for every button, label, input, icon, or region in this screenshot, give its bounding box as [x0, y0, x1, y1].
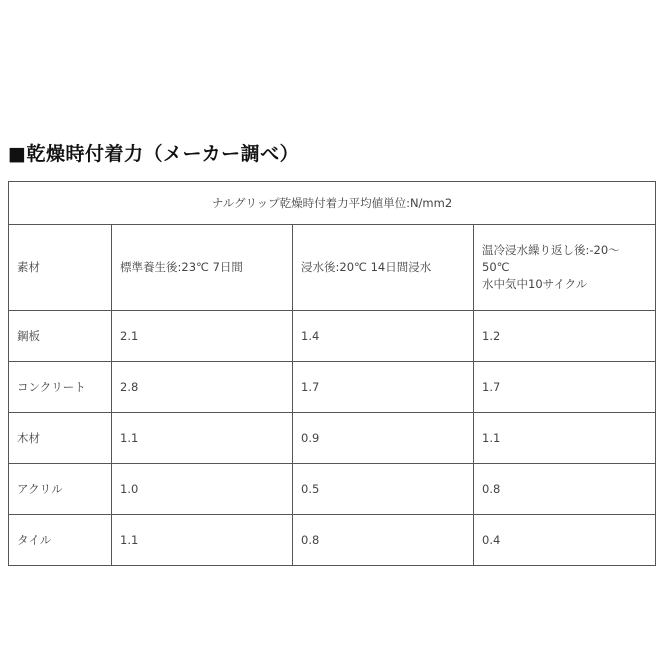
cell-value: 1.2 [474, 311, 656, 362]
header-thermal-cycle-line: 水中気中10サイクル [482, 277, 588, 291]
cell-value: 1.7 [293, 362, 474, 413]
header-thermal-cycle-line: 50℃ [482, 260, 510, 274]
cell-value: 1.7 [474, 362, 656, 413]
adhesion-table [8, 181, 656, 566]
cell-value: 0.8 [474, 464, 656, 515]
table-row [9, 413, 656, 464]
cell-value: 1.4 [293, 311, 474, 362]
header-thermal-cycle-line: 温冷浸水繰り返し後:-20～ [482, 243, 620, 257]
header-thermal-cycle [474, 225, 656, 311]
header-material: 素材 [9, 225, 112, 311]
cell-value: 0.5 [293, 464, 474, 515]
cell-value: 0.4 [474, 515, 656, 566]
header-water-immersion: 浸水後:20℃ 14日間浸水 [293, 225, 474, 311]
cell-value: 0.9 [293, 413, 474, 464]
header-standard-cure: 標準養生後:23℃ 7日間 [112, 225, 293, 311]
table-row [9, 362, 656, 413]
cell-value: 2.1 [112, 311, 293, 362]
header-row [9, 225, 656, 311]
table-row [9, 464, 656, 515]
cell-value: 1.0 [112, 464, 293, 515]
cell-value: 0.8 [293, 515, 474, 566]
cell-value: 2.8 [112, 362, 293, 413]
cell-material: 木材 [9, 413, 112, 464]
cell-material: コンクリート [9, 362, 112, 413]
table-caption: ナルグリップ乾燥時付着力平均値単位:N/mm2 [9, 182, 656, 225]
cell-material: アクリル [9, 464, 112, 515]
cell-value: 1.1 [112, 413, 293, 464]
cell-value: 1.1 [112, 515, 293, 566]
table-row [9, 515, 656, 566]
cell-material: タイル [9, 515, 112, 566]
cell-value: 1.1 [474, 413, 656, 464]
cell-material: 鋼板 [9, 311, 112, 362]
section-heading: ■乾燥時付着力（メーカー調べ） [8, 143, 300, 165]
table-row [9, 311, 656, 362]
